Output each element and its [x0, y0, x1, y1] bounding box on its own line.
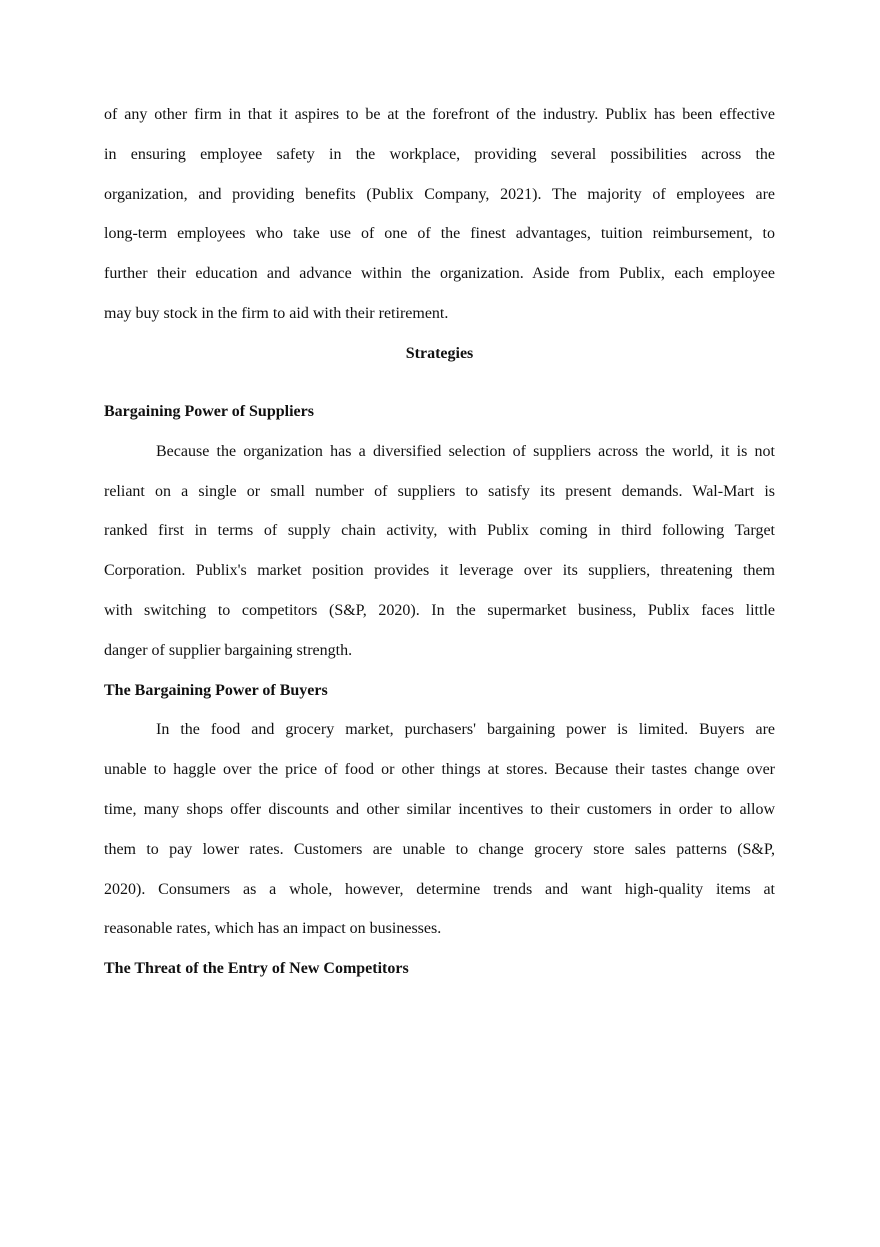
intro-paragraph: [104, 95, 775, 334]
buyers-paragraph: [104, 710, 775, 949]
text-line: with switching to competitors (S&P, 2020). In the supermarket business, Publix faces little: [104, 602, 775, 620]
document-page: [104, 95, 775, 989]
text-line: of any other firm in that it aspires to be at the forefront of the industry. Publix has been effective: [104, 106, 775, 123]
text-line: may buy stock in the firm to aid with their retirement.: [104, 304, 449, 322]
text-line: danger of supplier bargaining strength.: [104, 641, 353, 659]
section-title: Strategies: [405, 344, 474, 362]
suppliers-heading: Bargaining Power of Suppliers: [104, 403, 314, 421]
text-line: ranked first in terms of supply chain activity, with Publix coming in third following Target: [104, 522, 775, 540]
text-line: 2020). Consumers as a whole, however, determine trends and want high-quality items at: [104, 880, 775, 898]
text-line: reasonable rates, which has an impact on businesses.: [104, 920, 442, 938]
text-line: in ensuring employee safety in the workplace, providing several possibilities across the: [104, 145, 775, 163]
text-line: them to pay lower rates. Customers are unable to change grocery store sales patterns (S&P,: [104, 840, 775, 858]
text-line: Because the organization has a diversified selection of suppliers across the world, it is not: [156, 442, 775, 460]
text-line: In the food and grocery market, purchasers' bargaining power is limited. Buyers are: [156, 721, 775, 739]
text-line: unable to haggle over the price of food or other things at stores. Because their tastes change over: [104, 761, 775, 779]
buyers-heading: The Bargaining Power of Buyers: [104, 681, 328, 699]
text-line: reliant on a single or small number of suppliers to satisfy its present demands. Wal-Mart is: [104, 482, 775, 500]
text-line: long-term employees who take use of one of the finest advantages, tuition reimbursement, to: [104, 225, 775, 243]
new-entrants-heading: The Threat of the Entry of New Competitors: [104, 960, 409, 978]
text-line: organization, and providing benefits (Publix Company, 2021). The majority of employees are: [104, 185, 775, 203]
suppliers-paragraph: [104, 432, 775, 671]
text-line: further their education and advance within the organization. Aside from Publix, each employee: [104, 265, 775, 283]
text-line: time, many shops offer discounts and other similar incentives to their customers in order to allow: [104, 801, 775, 819]
text-line: Corporation. Publix's market position provides it leverage over its suppliers, threatening them: [104, 562, 775, 580]
